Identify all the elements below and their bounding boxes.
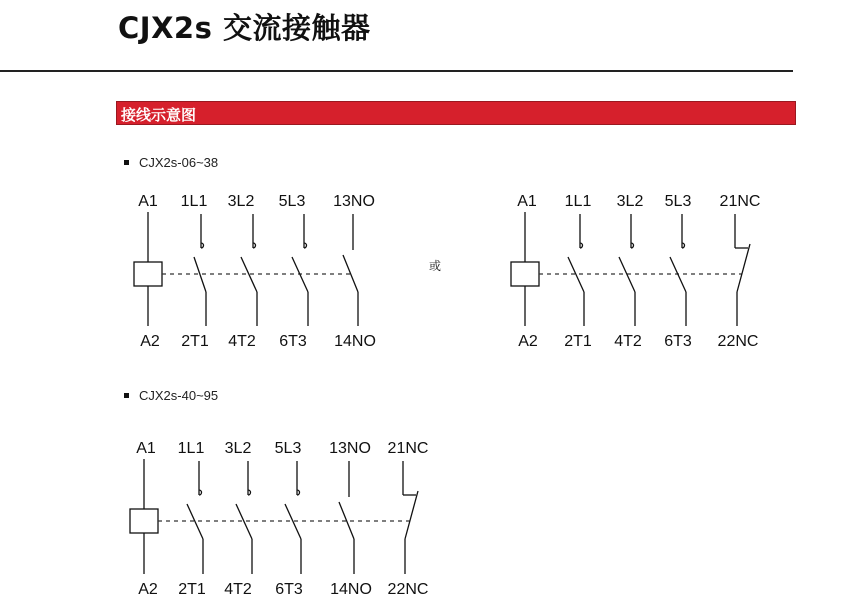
main-contact-3l2	[236, 461, 252, 574]
terminal-label: 22NC	[387, 581, 429, 598]
section-title: 接线示意图	[121, 106, 197, 124]
model-b-text: CJX2s-40~95	[139, 388, 219, 403]
terminal-label: 4T2	[228, 333, 256, 350]
aux-contact-nc	[403, 461, 418, 574]
terminal-label: A1	[138, 193, 158, 210]
coil-box	[511, 262, 539, 286]
main-contact-3l2	[619, 214, 635, 326]
or-label: 或	[429, 259, 442, 273]
terminal-label: 2T1	[564, 333, 592, 350]
terminal-label: 5L3	[274, 440, 302, 457]
terminal-label: 4T2	[224, 581, 252, 598]
terminal-label: 14NO	[334, 333, 376, 350]
terminal-label: 3L2	[227, 193, 255, 210]
page-title: CJX2s 交流接触器	[118, 11, 371, 45]
main-contact-1l1	[187, 461, 203, 574]
aux-contact-no	[339, 461, 354, 574]
terminal-label: A1	[517, 193, 537, 210]
main-contact-5l3	[285, 461, 301, 574]
terminal-label: 2T1	[178, 581, 206, 598]
main-contact-1l1	[194, 214, 206, 326]
terminal-label: 3L2	[224, 440, 252, 457]
terminal-label: 4T2	[614, 333, 642, 350]
labels-a1	[138, 193, 376, 350]
terminal-label: A1	[136, 440, 156, 457]
terminal-label: 3L2	[616, 193, 644, 210]
schematic-a1	[134, 212, 358, 326]
aux-contact-nc	[735, 214, 750, 326]
terminal-label: 6T3	[664, 333, 692, 350]
aux-contact-no	[343, 214, 358, 326]
terminal-label: 14NO	[330, 581, 372, 598]
terminal-label: 6T3	[275, 581, 303, 598]
main-contact-5l3	[292, 214, 308, 326]
terminal-label: 1L1	[177, 440, 205, 457]
coil-box	[130, 509, 158, 533]
terminal-label: A2	[518, 333, 538, 350]
coil-box	[134, 262, 162, 286]
terminal-label: 1L1	[564, 193, 592, 210]
terminal-label: 6T3	[279, 333, 307, 350]
main-contact-3l2	[241, 214, 257, 326]
labels-b	[136, 440, 428, 598]
model-a-text: CJX2s-06~38	[139, 155, 219, 170]
terminal-label: 21NC	[719, 193, 761, 210]
schematic-a2	[511, 212, 750, 326]
terminal-label: 13NO	[329, 440, 371, 457]
terminal-label: 5L3	[664, 193, 692, 210]
main-contact-1l1	[568, 214, 584, 326]
terminal-label: 13NO	[333, 193, 375, 210]
terminal-label: A2	[138, 581, 158, 598]
terminal-label: 2T1	[181, 333, 209, 350]
terminal-label: 5L3	[278, 193, 306, 210]
terminal-label: 1L1	[180, 193, 208, 210]
terminal-label: 22NC	[717, 333, 759, 350]
main-contact-5l3	[670, 214, 686, 326]
schematic-b	[130, 459, 418, 574]
terminal-label: 21NC	[387, 440, 429, 457]
terminal-label: A2	[140, 333, 160, 350]
labels-a2	[517, 193, 760, 350]
